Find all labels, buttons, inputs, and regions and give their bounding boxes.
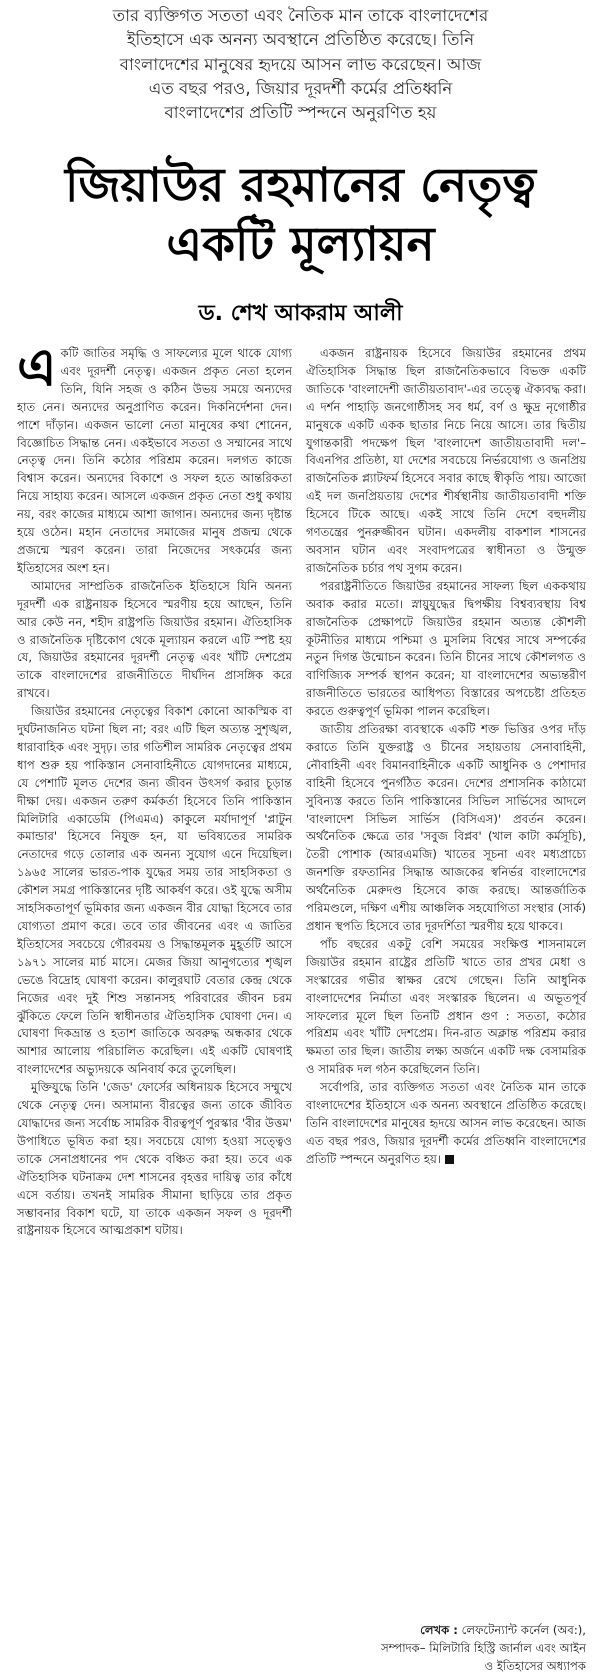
pull-quote (10, 4, 591, 125)
headline-line-1: জিয়াউর রহমানের নেতৃত্ব (65, 158, 536, 213)
pull-quote-line: এত বছর পরও, জিয়ার দূরদর্শী কর্মের প্রতিধ্বনি (148, 78, 453, 98)
pull-quote-line: তার ব্যক্তিগত সততা এবং নৈতিক মান তাকে বাংলাদেশের (112, 6, 489, 25)
author-note-line: ও ইতিহাসের অধ্যাপক (484, 1658, 586, 1673)
end-mark-icon (445, 1155, 454, 1164)
headline (0, 156, 601, 274)
pull-quote-line: বাংলাদেশের মানুষের হৃদয়ে আসন লাভ করেছেন। আজ (119, 54, 482, 74)
article-paragraph (306, 1079, 586, 1169)
article-paragraph: জাতীয় প্রতিরক্ষা ব্যবস্থাকে একটি শক্ত ভিত্তির ওপর দাঁড় করাতে তিনি যুক্তরাষ্ট্র ও চীনের সহায়তায় সেনাবাহিনী, নৌবাহিনী এবং বিমানবাহিনীকে একটি আধুনিক ও পেশাদার বাহিনী হিসেবে পুনর্গঠিত করেন। দেশের প্রশাসনিক কাঠামো সুবিন্যস্ত করতে তিনি পাকিস্তানের সিভিল সার্ভিসের আদলে 'বাংলাদেশ সিভিল সার্ভিস (বিসিএস)' প্রবর্তন করেন। অর্থনৈতিক ক্ষেত্রে তার 'সবুজ বিপ্লব' (খাল কাটা কর্মসূচি), তৈরী পোশাক (আরএমজি) খাতের সূচনা এবং মধ্যপ্রাচ্যে জনশক্তি রফতানির সিদ্ধান্ত আজকের স্বনির্ভর বাংলাদেশের অর্থনৈতিক মেরুদণ্ড হিসেবে কাজ করছে। আন্তর্জাতিক পরিমণ্ডলে, দক্ষিণ এশীয় আঞ্চলিক সহযোগিতা সংস্থার (সার্ক) প্রধান স্থপতি হিসেবে তার দূরদর্শিতা স্মরণীয় হয়ে থাকবে। (306, 722, 586, 933)
article-paragraph: জিয়াউর রহমানের নেতৃত্বের বিকাশ কোনো আকস্মিক বা দুর্ঘটনাজনিত ঘটনা ছিল না; বরং এটি ছিল অত্যন্ত সুশৃঙ্খল, ধারাবাহিক এবং সুদৃঢ়। তার গতিশীল সামরিক নেতৃত্বের প্রথম ধাপ শুরু হয় পাকিস্তান সেনাবাহিনীতে যোগদানের মাধ্যমে, যে পেশাটি মূলত দেশের জন্য জীবন উৎসর্গ করার চূড়ান্ত দীক্ষা দেয়। একজন তরুণ কর্মকর্তা হিসেবে তিনি পাকিস্তান মিলিটারি একাডেমি (পিএমএ) কাকুলে মর্যাদাপূর্ণ 'প্লাটুন কমান্ডার' হিসেবে নিযুক্ত হন, যা ভবিষ্যতের সামরিক নেতাদের গড়ে তোলার এক অনন্য সুযোগ এনে দিয়েছিল। ১৯৬৫ সালের ভারত-পাক যুদ্ধের সময় তার সাহসিকতা ও কৌশল সমগ্র পাকিস্তানের দৃষ্টি আকর্ষণ করে। ওই যুদ্ধে অসীম সাহসিকতাপূর্ণ ভূমিকার জন্য একজন বীর যোদ্ধা হিসেবে তার যোগ্যতা প্রমাণ করে। তবে তার জীবনের এবং এ জাতির ইতিহাসের সবচেয়ে গৌরবময় ও সিদ্ধান্তমূলক মুহূর্তটি আসে ১৯৭১ সালের মার্চ মাসে। মেজর জিয়া আনুগত্যের শৃঙ্খল ভেঙে বিদ্রোহ ঘোষণা করেন। কালুরঘাট বেতার কেন্দ্র থেকে নিজের এবং দুই শিশু সন্তানসহ পরিবারের জীবন চরম ঝুঁকিতে ফেলে তিনি স্বাধীনতার ঐতিহাসিক ঘোষণা দেন। এ ঘোষণা দিকভ্রান্ত ও হতাশ জাতিকে অবরুদ্ধ অন্ধকার থেকে আশার আলোয় পরিচালিত করেছিল। এই একটি ঘোষণাই বাংলাদেশের অভ্যুদয়কে অনিবার্য করে তুলেছিল। (17, 704, 292, 1077)
author-note (306, 1622, 586, 1676)
pull-quote-line: ইতিহাসে এক অনন্য অবস্থানে প্রতিষ্ঠিত করেছে। তিনি (126, 30, 475, 50)
left-column (17, 338, 292, 1240)
paragraph-text: সর্বোপরি, তার ব্যক্তিগত সততা এবং নৈতিক মান তাকে বাংলাদেশের ইতিহাসে এক অনন্য অবস্থানে প্রতিষ্ঠিত করেছে। তিনি বাংলাদেশের মানুষের হৃদয়ে আসন লাভ করেছেন। আজ এত বছর পরও, জিয়ার দূরদর্শী কর্মের প্রতিধ্বনি বাংলাদেশের প্রতিটি স্পন্দনে অনুরণিত হয়। (306, 1080, 586, 1166)
article-paragraph: একজন রাষ্ট্রনায়ক হিসেবে জিয়াউর রহমানের প্রথম ঐতিহাসিক সিদ্ধান্ত ছিল রাজনৈতিকভাবে বিভক্ত একটি জাতিকে 'বাংলাদেশী জাতীয়তাবাদ'-এর তত্ত্বে ঐক্যবদ্ধ করা। এ দর্শন পাহাড়ি জনগোষ্ঠীসহ সব ধর্ম, বর্ণ ও ক্ষুদ্র নৃগোষ্ঠীর মানুষকে একটি একক ছাতার নিচে নিয়ে আসে। তার দ্বিতীয় যুগান্তকারী পদক্ষেপ ছিল 'বাংলাদেশ জাতীয়তাবাদী দল'– বিএনপির প্রতিষ্ঠা, যা দেশের সবচেয়ে নির্ভরযোগ্য ও জনপ্রিয় রাজনৈতিক প্ল্যাটফর্ম হিসেবে সবার কাছে স্বীকৃতি পায়। আজো এই দল জনপ্রিয়তায় দেশের শীর্ষস্থানীয় জাতীয়তাবাদী শক্তি হিসেবে টিকে আছে। একই সাথে তিনি দেশে বহুদলীয় গণতন্ত্রের পুনরুজ্জীবন ঘটান। একদলীয় বাকশাল শাসনের অবসান ঘটান এবং সংবাদপত্রের স্বাধীনতা ও উন্মুক্ত রাজনৈতিক চর্চার পথ সুগম করেন। (306, 346, 586, 575)
paragraph-text: কটি জাতির সমৃদ্ধি ও সাফল্যের মূলে থাকে যোগ্য এবং দূরদর্শী নেতৃত্ব। একজন প্রকৃত নেতা হলেন তিনি, যিনি সহজ ও কঠিন উভয় সময়ে অন্যদের হাত নেন। অন্যদের অনুপ্রাণিত করেন। দিকনির্দেশনা দেন। পাশে দাঁড়ান। একজন ভালো নেতা মানুষের কথা শোনেন, বিজ্ঞোচিত সিদ্ধান্ত নেন। একইভাবে সততা ও সম্মানের সাথে নেতৃত্ব দেন। তিনি কঠোর পরিশ্রম করেন। দলগত কাজে বিশ্বাস করেন। অন্যদের বিকাশে ও সফল হতে আন্তরিকতা নিয়ে সাহায্য করেন। আসলে একজন প্রকৃত নেতা শুধু কথায় নয়, বরং কাজের মাধ্যমে আশা জাগান। অন্যদের জন্য দৃষ্টান্ত হয়ে ওঠেন। মহান নেতাদের সমাজের মানুষ প্রজন্ম থেকে প্রজন্মে স্মরণ করেন। তারা নিজেদের সৎকর্মের জন্য ইতিহাসের অংশ হন। (17, 346, 292, 575)
article-paragraph: পররাষ্ট্রনীতিতে জিয়াউর রহমানের সাফল্য ছিল এককথায় অবাক করার মতো। স্নায়ুযুদ্ধের দ্বিপক্ষীয় বিশ্বব্যবস্থায় বিশ্ব রাজনৈতিক প্রেক্ষাপটে জিয়াউর রহমান অত্যন্ত কৌশলী কূটনীতির মাধ্যমে পশ্চিমা ও মুসলিম বিশ্বের সাথে সম্পর্কের নতুন দিগন্ত উন্মোচন করেন। তিনি চীনের সাথে কৌশলগত ও বাণিজ্যিক সম্পর্ক স্থাপন করেন; যা বাংলাদেশের অভ্যন্তরীণ রাজনীতিতে ভারতের আধিপত্য বিস্তারের অপচেষ্টা প্রতিহত করতে গুরুত্বপূর্ণ ভূমিকা পালন করেছিল। (306, 578, 586, 719)
author-note-label: লেখক : (420, 1623, 458, 1637)
article-paragraph (17, 338, 292, 578)
right-column (306, 345, 586, 1169)
byline: ড. শেখ আকরাম আলী (198, 301, 403, 326)
headline-line-2: একটি মূল্যায়ন (166, 217, 435, 272)
article-paragraph: আমাদের সাম্প্রতিক রাজনৈতিক ইতিহাসে যিনি অনন্য দূরদর্শী এক রাষ্ট্রনায়ক হিসেবে স্মরণীয় হয়ে আছেন, তিনি আর কেউ নন, শহীদ রাষ্ট্রপতি জিয়াউর রহমান। ঐতিহাসিক ও রাজনৈতিক দৃষ্টিকোণ থেকে মূল্যায়ন করলে এটি স্পষ্ট হয় যে, জিয়াউর রহমানের দূরদর্শী নেতৃত্ব এবং খাঁটি দেশপ্রেম তাকে বাংলাদেশের রাজনীতিতে দীর্ঘদিন প্রাসঙ্গিক করে রাখবে। (17, 578, 292, 701)
author-note-line: লেফটেন্যান্ট কর্নেল (অব:), (461, 1623, 586, 1637)
drop-cap: এ (17, 338, 57, 398)
article-paragraph: মুক্তিযুদ্ধে তিনি 'জেড' ফোর্সের অধিনায়ক হিসেবে সম্মুখে থেকে নেতৃত্ব দেন। অসামান্য বীরত্বের জন্য তাকে জীবিত যোদ্ধাদের জন্য সর্বোচ্চ সামরিক বীরত্বপূর্ণ পুরস্কার 'বীর উত্তম' উপাধিতে ভূষিত করা হয়। সবচেয়ে যোগ্য হওয়া সত্ত্বেও তাকে সেনাপ্রধানের পদ থেকে বঞ্চিত করা হয়। তবে এক ঐতিহাসিক ঘটনাক্রম দেশ শাসনের বৃহত্তর দায়িত্ব তার কাঁধে এসে বর্তায়। তখনই সামরিক সীমানা ছাড়িয়ে তার প্রকৃত সম্ভাবনার বিকাশ ঘটে, যা তাকে একজন সফল ও দূরদর্শী রাষ্ট্রনায়ক হিসেবে আত্মপ্রকাশ ঘটায়। (17, 1080, 292, 1238)
pull-quote-line: বাংলাদেশের প্রতিটি স্পন্দনে অনুরণিত হয় (164, 103, 437, 123)
article-paragraph: পাঁচ বছরের একটু বেশি সময়ের সংক্ষিপ্ত শাসনামলে জিয়াউর রহমান রাষ্ট্রের প্রতিটি খাতে তার প্রখর মেধা ও সংস্কারের গভীর স্বাক্ষর রেখে গেছেন। তিনি আধুনিক বাংলাদেশের নির্মাতা এবং সংস্কারক ছিলেন। এ অভূতপূর্ব সাফল্যের মূলে ছিল তিনটি প্রধান গুণ : সততা, কঠোর পরিশ্রম এবং খাঁটি দেশপ্রেম। দিন-রাত অক্লান্ত পরিশ্রম করার ক্ষমতা তার ছিল। জাতীয় লক্ষ্য অর্জনে একটি দক্ষ বেসামরিক ও সামরিক দল গঠন করেছিলেন তিনি। (306, 936, 586, 1077)
author-note-line: সম্পাদক– মিলিটারি হিস্ট্রি জার্নাল এবং আইন (381, 1640, 586, 1655)
